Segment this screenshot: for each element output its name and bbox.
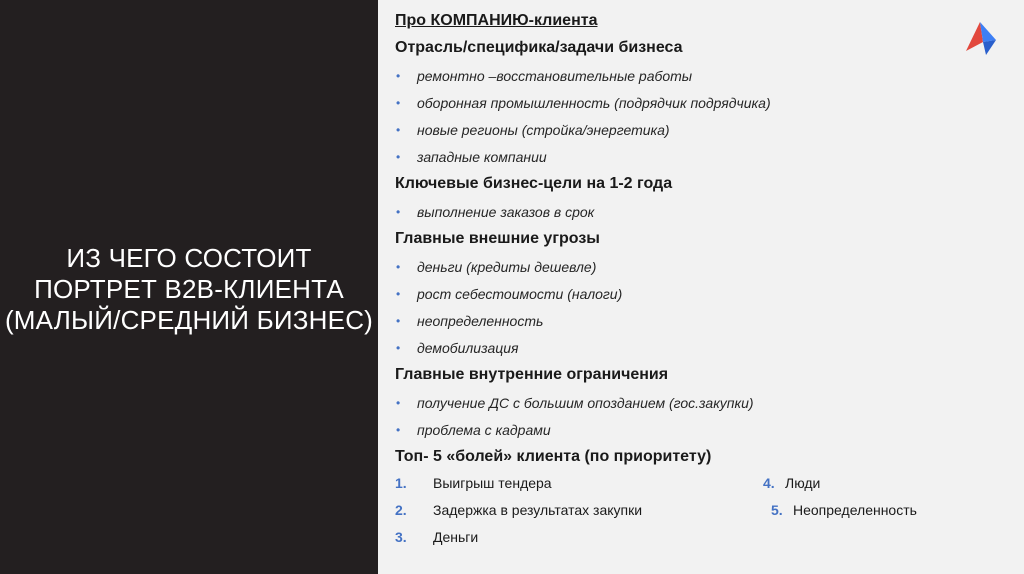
bullet-list-industry: [395, 63, 995, 171]
slide-title-line-2: ПОРТРЕТ B2B-КЛИЕНТА: [34, 273, 344, 304]
list-item: • новые регионы (стройка/энергетика): [395, 117, 995, 144]
list-item: • демобилизация: [395, 335, 995, 362]
bullet-list-external-threats: [395, 254, 995, 362]
company-heading: Про КОМПАНИЮ-клиента: [395, 12, 598, 29]
numbered-item: 1. Выигрыш тендера: [395, 475, 552, 491]
list-item: • деньги (кредиты дешевле): [395, 254, 995, 281]
bullet-icon: •: [396, 423, 401, 437]
bullet-list-internal-limits: [395, 390, 995, 444]
bullet-icon: •: [396, 287, 401, 301]
section-heading-external-threats: Главные внешние угрозы: [395, 230, 600, 247]
section-heading-top5: Топ- 5 «болей» клиента (по приоритету): [395, 448, 712, 465]
bullet-icon: •: [396, 69, 401, 83]
bullet-list-goals: [395, 199, 995, 226]
section-heading-industry: Отрасль/специфика/задачи бизнеса: [395, 39, 683, 56]
bullet-icon: •: [396, 96, 401, 110]
list-item: • выполнение заказов в срок: [395, 199, 995, 226]
bullet-icon: •: [396, 260, 401, 274]
list-item: • западные компании: [395, 144, 995, 171]
list-item: • неопределенность: [395, 308, 995, 335]
numbered-item: 3. Деньги: [395, 529, 479, 545]
top5-list: [395, 470, 995, 550]
left-panel: [0, 0, 378, 574]
bullet-icon: •: [396, 341, 401, 355]
numbered-item: 2. Задержка в результатах закупки: [395, 502, 643, 518]
content-area: [395, 10, 995, 550]
bullet-icon: •: [396, 396, 401, 410]
list-item: • получение ДС с большим опозданием (гос.закупки): [395, 390, 995, 417]
numbered-item: 5. Неопределенность: [771, 502, 917, 518]
bullet-icon: •: [396, 123, 401, 137]
bullet-icon: •: [396, 314, 401, 328]
slide-title-line-3: (МАЛЫЙ/СРЕДНИЙ БИЗНЕС): [4, 304, 374, 335]
list-item: • проблема с кадрами: [395, 417, 995, 444]
list-item: • ремонтно –восстановительные работы: [395, 63, 995, 90]
slide-title: [5, 243, 373, 336]
list-item: • оборонная промышленность (подрядчик подрядчика): [395, 90, 995, 117]
list-item: • рост себестоимости (налоги): [395, 281, 995, 308]
section-heading-internal-limits: Главные внутренние ограничения: [395, 366, 669, 383]
numbered-item: 4. Люди: [763, 475, 821, 491]
right-panel: [378, 0, 1024, 574]
section-heading-goals: Ключевые бизнес-цели на 1-2 года: [395, 175, 673, 192]
bullet-icon: •: [396, 150, 401, 164]
bullet-icon: •: [396, 205, 401, 219]
slide-title-line-1: ИЗ ЧЕГО СОСТОИТ: [66, 242, 312, 273]
